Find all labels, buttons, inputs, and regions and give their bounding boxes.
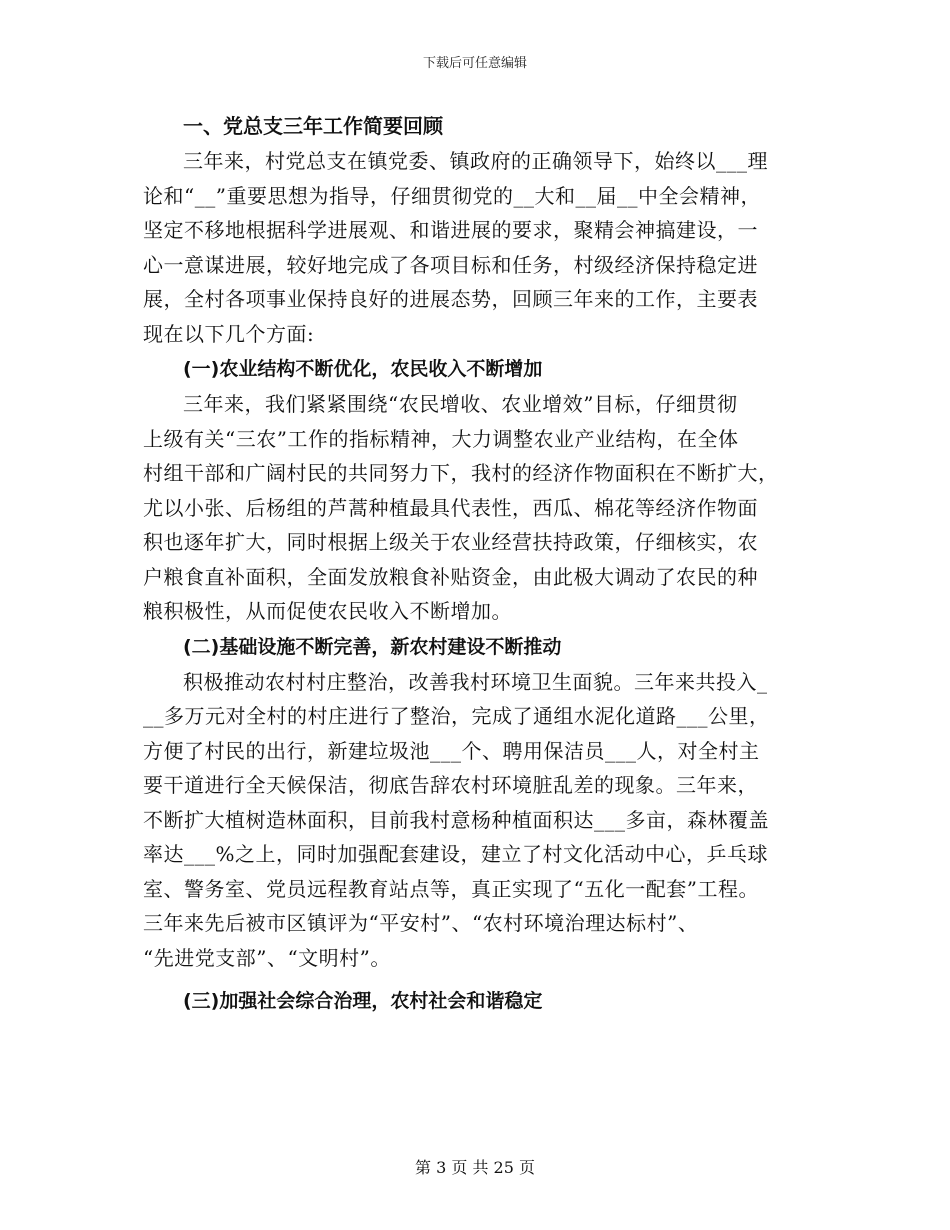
subsection-2-paragraph xyxy=(143,665,813,976)
paragraph-line: 粮积极性，从而促使农民收入不断增加。 xyxy=(143,599,512,623)
paragraph-line: 心一意谋进展，较好地完成了各项目标和任务，村级经济保持稳定进 xyxy=(143,252,758,277)
paragraph-line: 上级有关“三农”工作的指标精神，大力调整农业产业结构，在全体 xyxy=(143,426,739,451)
paragraph-line: “先进党支部”、“文明村”。 xyxy=(143,945,391,970)
paragraph-line: 积极推动农村村庄整治，改善我村环境卫生面貌。三年来共投入_ xyxy=(183,669,768,694)
page-header-note: 下载后可任意编辑 xyxy=(422,56,527,71)
paragraph-line: 不断扩大植树造林面积，目前我村意杨种植面积达___多亩，森林覆盖 xyxy=(143,807,769,832)
subsection-title: (一)农业结构不断优化，农民收入不断增加 xyxy=(183,358,543,380)
paragraph-line: 室、警务室、党员远程教育站点等，真正实现了“五化一配套”工程。 xyxy=(143,876,759,901)
paragraph-line: 论和“__”重要思想为指导，仔细贯彻党的__大和__届__中全会精神， xyxy=(143,183,761,208)
paragraph-line: 尤以小张、后杨组的芦蒿种植最具代表性，西瓜、棉花等经济作物面 xyxy=(143,495,758,520)
subsection-1-paragraph xyxy=(143,387,813,629)
paragraph-line: 现在以下几个方面: xyxy=(143,321,315,346)
paragraph-line: 三年来，村党总支在镇党委、镇政府的正确领导下，始终以___理 xyxy=(183,149,768,173)
paragraph-line: 坚定不移地根据科学进展观、和谐进展的要求，聚精会神搞建设，一 xyxy=(143,218,758,242)
subsection-title: (二)基础设施不断完善，新农村建设不断推动 xyxy=(183,635,562,658)
paragraph-line: 村组干部和广阔村民的共同努力下，我村的经济作物面积在不断扩大， xyxy=(143,461,779,485)
section-title: 一、党总支三年工作简要回顾 xyxy=(183,114,443,138)
paragraph-line: 率达___%之上，同时加强配套建设，建立了村文化活动中心，乒乓球 xyxy=(143,842,769,866)
subsection-title: (三)加强社会综合治理，农村社会和谐稳定 xyxy=(183,990,543,1012)
paragraph-line: 户粮食直补面积，全面发放粮食补贴资金，由此极大调动了农民的种 xyxy=(143,564,758,589)
paragraph-line: __多万元对全村的村庄进行了整治，完成了通组水泥化道路___公里， xyxy=(143,704,770,728)
paragraph-line: 方便了村民的出行，新建垃圾池___个、聘用保洁员___人，对全村主 xyxy=(143,738,760,763)
paragraph-line: 展，全村各项事业保持良好的进展态势，回顾三年来的工作，主要表 xyxy=(143,287,758,311)
intro-paragraph xyxy=(143,144,813,351)
document-body xyxy=(143,108,813,1019)
paragraph-line: 积也逐年扩大，同时根据上级关于农业经营扶持政策，仔细核实，农 xyxy=(143,530,758,554)
paragraph-line: 三年来，我们紧紧围绕“农民增收、农业增效”目标，仔细贯彻 xyxy=(183,392,738,416)
page-number: 第 3 页 共 25 页 xyxy=(415,1158,535,1177)
paragraph-line: 要干道进行全天候保洁，彻底告辞农村环境脏乱差的现象。三年来， xyxy=(143,773,758,797)
paragraph-line: 三年来先后被市区镇评为“平安村”、“农村环境治理达标村”、 xyxy=(143,911,699,935)
